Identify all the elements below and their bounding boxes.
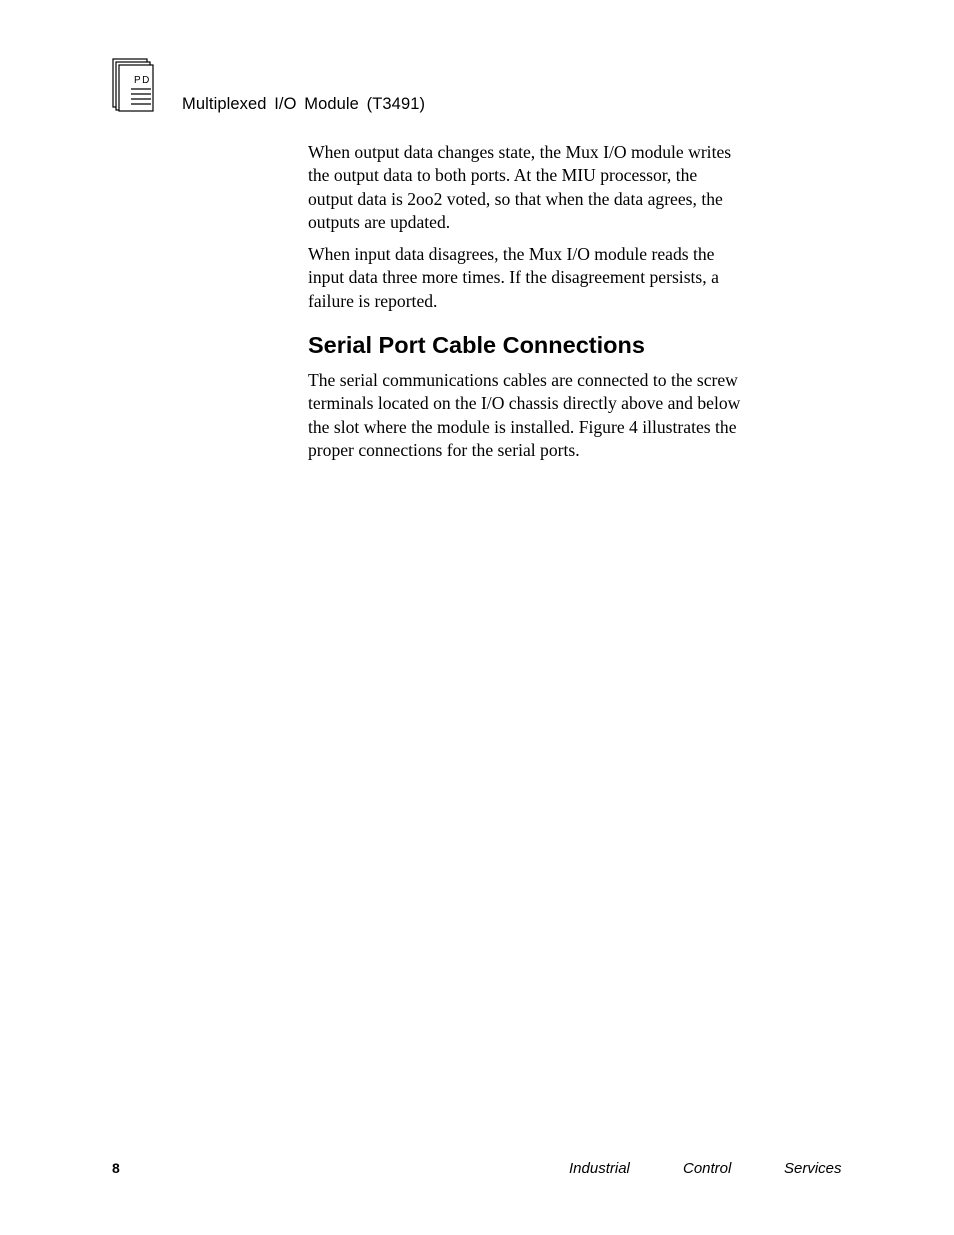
- pd-logo-text: PD: [134, 75, 151, 86]
- page-number: 8: [112, 1160, 120, 1176]
- section-paragraph: The serial communications cables are connected to the screw terminals located on the I/O chassis directly above and below the slot where the module is installed. Figure 4 illustrates the proper connections for the serial ports.: [308, 370, 741, 460]
- footer-org-word: Control: [683, 1160, 732, 1177]
- main-content: [308, 141, 848, 462]
- body-paragraph: When output data changes state, the Mux I/O module writes the output data to both ports. At the MIU processor, the output data is 2oo2 voted, so that when the data agrees, the outputs are updated.: [308, 142, 732, 232]
- pd-logo-icon: [112, 58, 156, 112]
- running-header-title: Multiplexed I/O Module (T3491): [182, 95, 426, 113]
- body-paragraph: When input data disagrees, the Mux I/O module reads the input data three more times. If the disagreement persists, a failure is reported.: [308, 244, 719, 311]
- section-heading: Serial Port Cable Connections: [308, 332, 645, 359]
- footer-org-word: Services: [784, 1160, 842, 1177]
- footer-org-word: Industrial: [569, 1160, 630, 1177]
